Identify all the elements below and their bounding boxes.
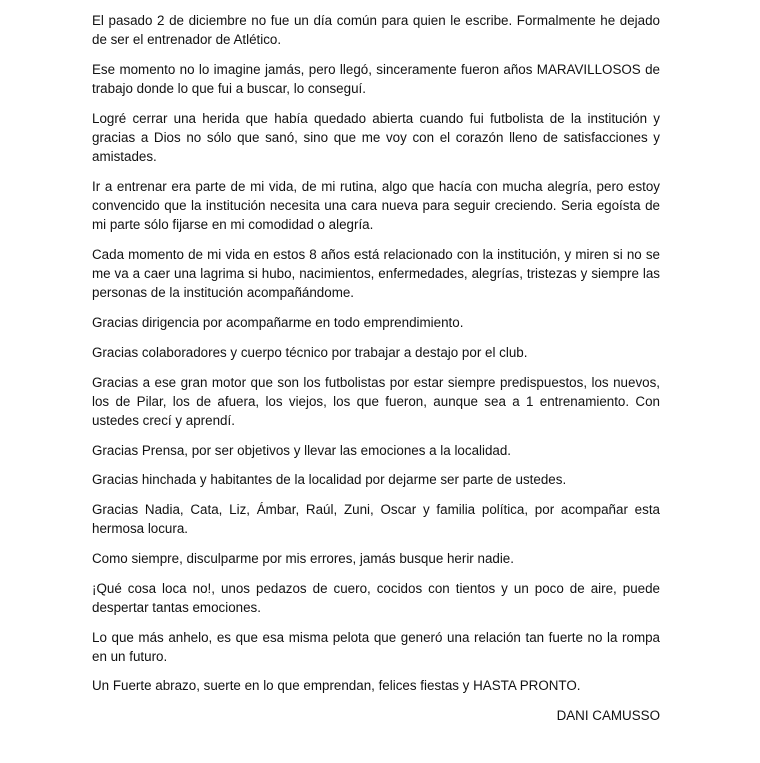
paragraph-routine: Ir a entrenar era parte de mi vida, de mi rutina, algo que hacía con mucha alegría, pero estoy convencido que la institución necesita una cara nueva para seguir creciendo. Seria egoísta de mi parte sólo fijarse en mi comodidad o alegría. — [92, 178, 660, 233]
paragraph-thanks-fans: Gracias hinchada y habitantes de la localidad por dejarme ser parte de ustedes. — [92, 472, 567, 488]
paragraph-apology: Como siempre, disculparme por mis errores, jamás busque herir nadie. — [92, 550, 514, 566]
paragraph-football-emotion: ¡Qué cosa loca no!, unos pedazos de cuero, cocidos con tientos y un poco de aire, puede despertar tantas emociones. — [92, 580, 660, 615]
paragraph-wonderful-years: Ese momento no lo imagine jamás, pero llegó, sinceramente fueron años MARAVILLOSOS de trabajo donde lo que fui a buscar, lo conseguí. — [92, 61, 660, 97]
paragraph-wish: Lo que más anhelo, es que esa misma pelota que generó una relación tan fuerte no la rompa en un futuro. — [92, 629, 660, 664]
paragraph-farewell-announcement: El pasado 2 de diciembre no fue un día común para quien le escribe. Formalmente he dejado de ser el entrenador de Atlético. — [92, 13, 660, 48]
paragraph-thanks-players: Gracias a ese gran motor que son los futbolistas por estar siempre predispuestos, los nuevos, los de Pilar, los de afuera, los viejos, los que fueron, aunque sea a 1 entrenamiento. Con ustedes crecí y aprendí. — [92, 374, 660, 428]
paragraph-thanks-press: Gracias Prensa, por ser objetivos y llevar las emociones a la localidad. — [92, 442, 512, 458]
paragraph-thanks-family: Gracias Nadia, Cata, Liz, Ámbar, Raúl, Zuni, Oscar y familia política, por acompañar esta hermosa locura. — [92, 502, 660, 537]
paragraph-healed-wound: Logré cerrar una herida que había quedado abierta cuando fui futbolista de la institución y gracias a Dios no sólo que sanó, sino que me voy con el corazón lleno de satisfacciones y amistades. — [92, 110, 660, 165]
letter-document — [92, 11, 660, 725]
paragraph-eight-years: Cada momento de mi vida en estos 8 años está relacionado con la institución, y miren si no se me va a caer una lagrima si hubo, nacimientos, enfermedades, alegrías, tristezas y siempre las personas de la institución acompañándome. — [92, 247, 660, 301]
signature: DANI CAMUSSO — [556, 708, 660, 724]
paragraph-thanks-staff: Gracias colaboradores y cuerpo técnico por trabajar a destajo por el club. — [92, 344, 528, 360]
paragraph-closing: Un Fuerte abrazo, suerte en lo que emprendan, felices fiestas y HASTA PRONTO. — [92, 678, 581, 694]
paragraph-thanks-directors: Gracias dirigencia por acompañarme en todo emprendimiento. — [92, 315, 464, 331]
